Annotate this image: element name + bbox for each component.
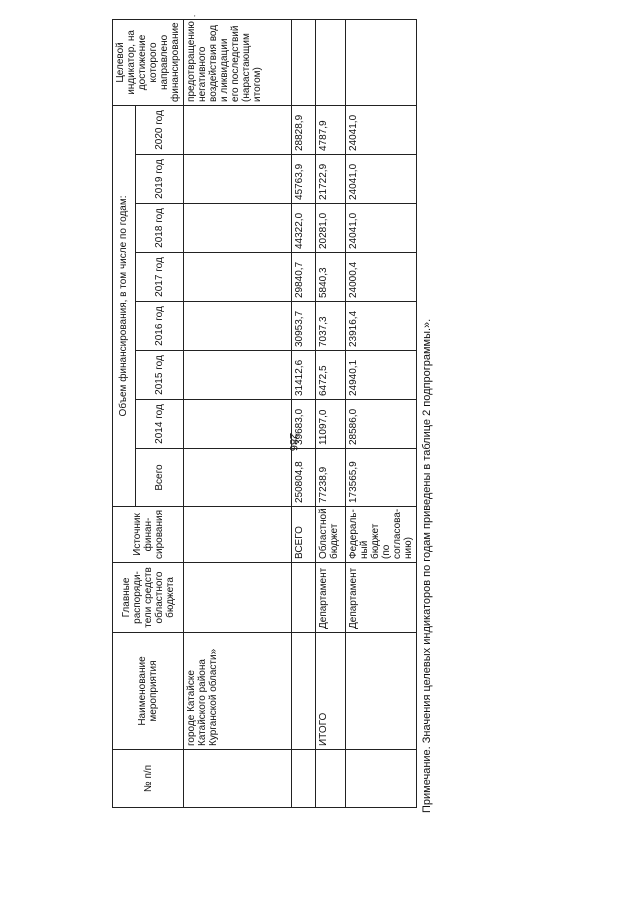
cell-source: Областной бюджет [316, 507, 346, 563]
table-row [184, 19, 292, 807]
cell-num [346, 750, 417, 808]
cell-year: 24041,0 [346, 105, 417, 154]
header-num: № п/п [113, 750, 184, 808]
cell-manager: Департамент [346, 563, 417, 633]
header-year: 2014 год [135, 400, 183, 449]
financing-table [112, 19, 417, 808]
cell-num [292, 750, 316, 808]
header-year: 2015 год [135, 351, 183, 400]
cell-year: 28586,0 [346, 400, 417, 449]
cell-indicator [292, 19, 316, 105]
cell-year: 30953,7 [292, 302, 316, 351]
cell-manager [292, 563, 316, 633]
header-source: Источник финан-сирования [113, 507, 184, 563]
cell-source [184, 507, 292, 563]
header-year: 2016 год [135, 302, 183, 351]
cell-indicator [346, 19, 417, 105]
cell-year [184, 351, 292, 400]
cell-year: 44322,0 [292, 204, 316, 253]
header-managers: Главные распоряди-тели средств областного бюджета [113, 563, 184, 633]
cell-year: 20281,0 [316, 204, 346, 253]
cell-indicator [316, 19, 346, 105]
cell-year: 24940,1 [346, 351, 417, 400]
header-year: 2017 год [135, 253, 183, 302]
header-name: Наименование мероприятия [113, 633, 184, 750]
cell-year: 4787,9 [316, 105, 346, 154]
cell-name [292, 633, 316, 750]
table-row [292, 19, 316, 807]
cell-year: 6472,5 [316, 351, 346, 400]
cell-name: городе Катайске Катайского района Курганской области» [184, 633, 292, 750]
header-year: 2018 год [135, 204, 183, 253]
cell-year [184, 253, 292, 302]
cell-source: Федераль-ный бюджет (по согласова-нию) [346, 507, 417, 563]
cell-year: 7037,3 [316, 302, 346, 351]
header-volume-group: Объем финансирования, в том числе по годам: [113, 105, 136, 506]
header-year: 2019 год [135, 155, 183, 204]
footnote: Примечание. Значения целевых индикаторов по годам приведены в таблице 2 подпрограммы.». [421, 318, 433, 813]
cell-year [184, 155, 292, 204]
cell-num [184, 750, 292, 808]
cell-total: 250804,8 [292, 449, 316, 507]
cell-year: 45763,9 [292, 155, 316, 204]
cell-total: 173565,9 [346, 449, 417, 507]
cell-total: 77238,9 [316, 449, 346, 507]
header-indicator: Целевой индикатор, на достижение которого направлено финансирование [113, 19, 184, 105]
cell-year [184, 302, 292, 351]
cell-manager: Департамент [316, 563, 346, 633]
cell-total [184, 449, 292, 507]
page-number: 286 [287, 432, 299, 452]
cell-year [184, 400, 292, 449]
corner-mark: ' [194, 14, 196, 23]
cell-num [316, 750, 346, 808]
cell-indicator: предотвращению негативного воздействия вод и ликвидации его последствий (нарастающим итогом) [184, 19, 292, 105]
cell-year: 28828,9 [292, 105, 316, 154]
cell-year: 24041,0 [346, 155, 417, 204]
cell-year: 24000,4 [346, 253, 417, 302]
cell-manager [184, 563, 292, 633]
cell-year: 11097,0 [316, 400, 346, 449]
cell-year: 23916,4 [346, 302, 417, 351]
header-year: 2020 год [135, 105, 183, 154]
cell-year [184, 105, 292, 154]
header-total: Всего [135, 449, 183, 507]
rotated-table-container [112, 21, 414, 808]
cell-year: 31412,6 [292, 351, 316, 400]
cell-year: 21722,9 [316, 155, 346, 204]
cell-year: 24041,0 [346, 204, 417, 253]
cell-year: 29840,7 [292, 253, 316, 302]
cell-year [184, 204, 292, 253]
cell-name [346, 633, 417, 750]
table-row [346, 19, 417, 807]
cell-year: 39683,0 [292, 400, 316, 449]
table-row [316, 19, 346, 807]
cell-year: 5840,3 [316, 253, 346, 302]
cell-source: ВСЕГО [292, 507, 316, 563]
cell-name: ИТОГО [316, 633, 346, 750]
